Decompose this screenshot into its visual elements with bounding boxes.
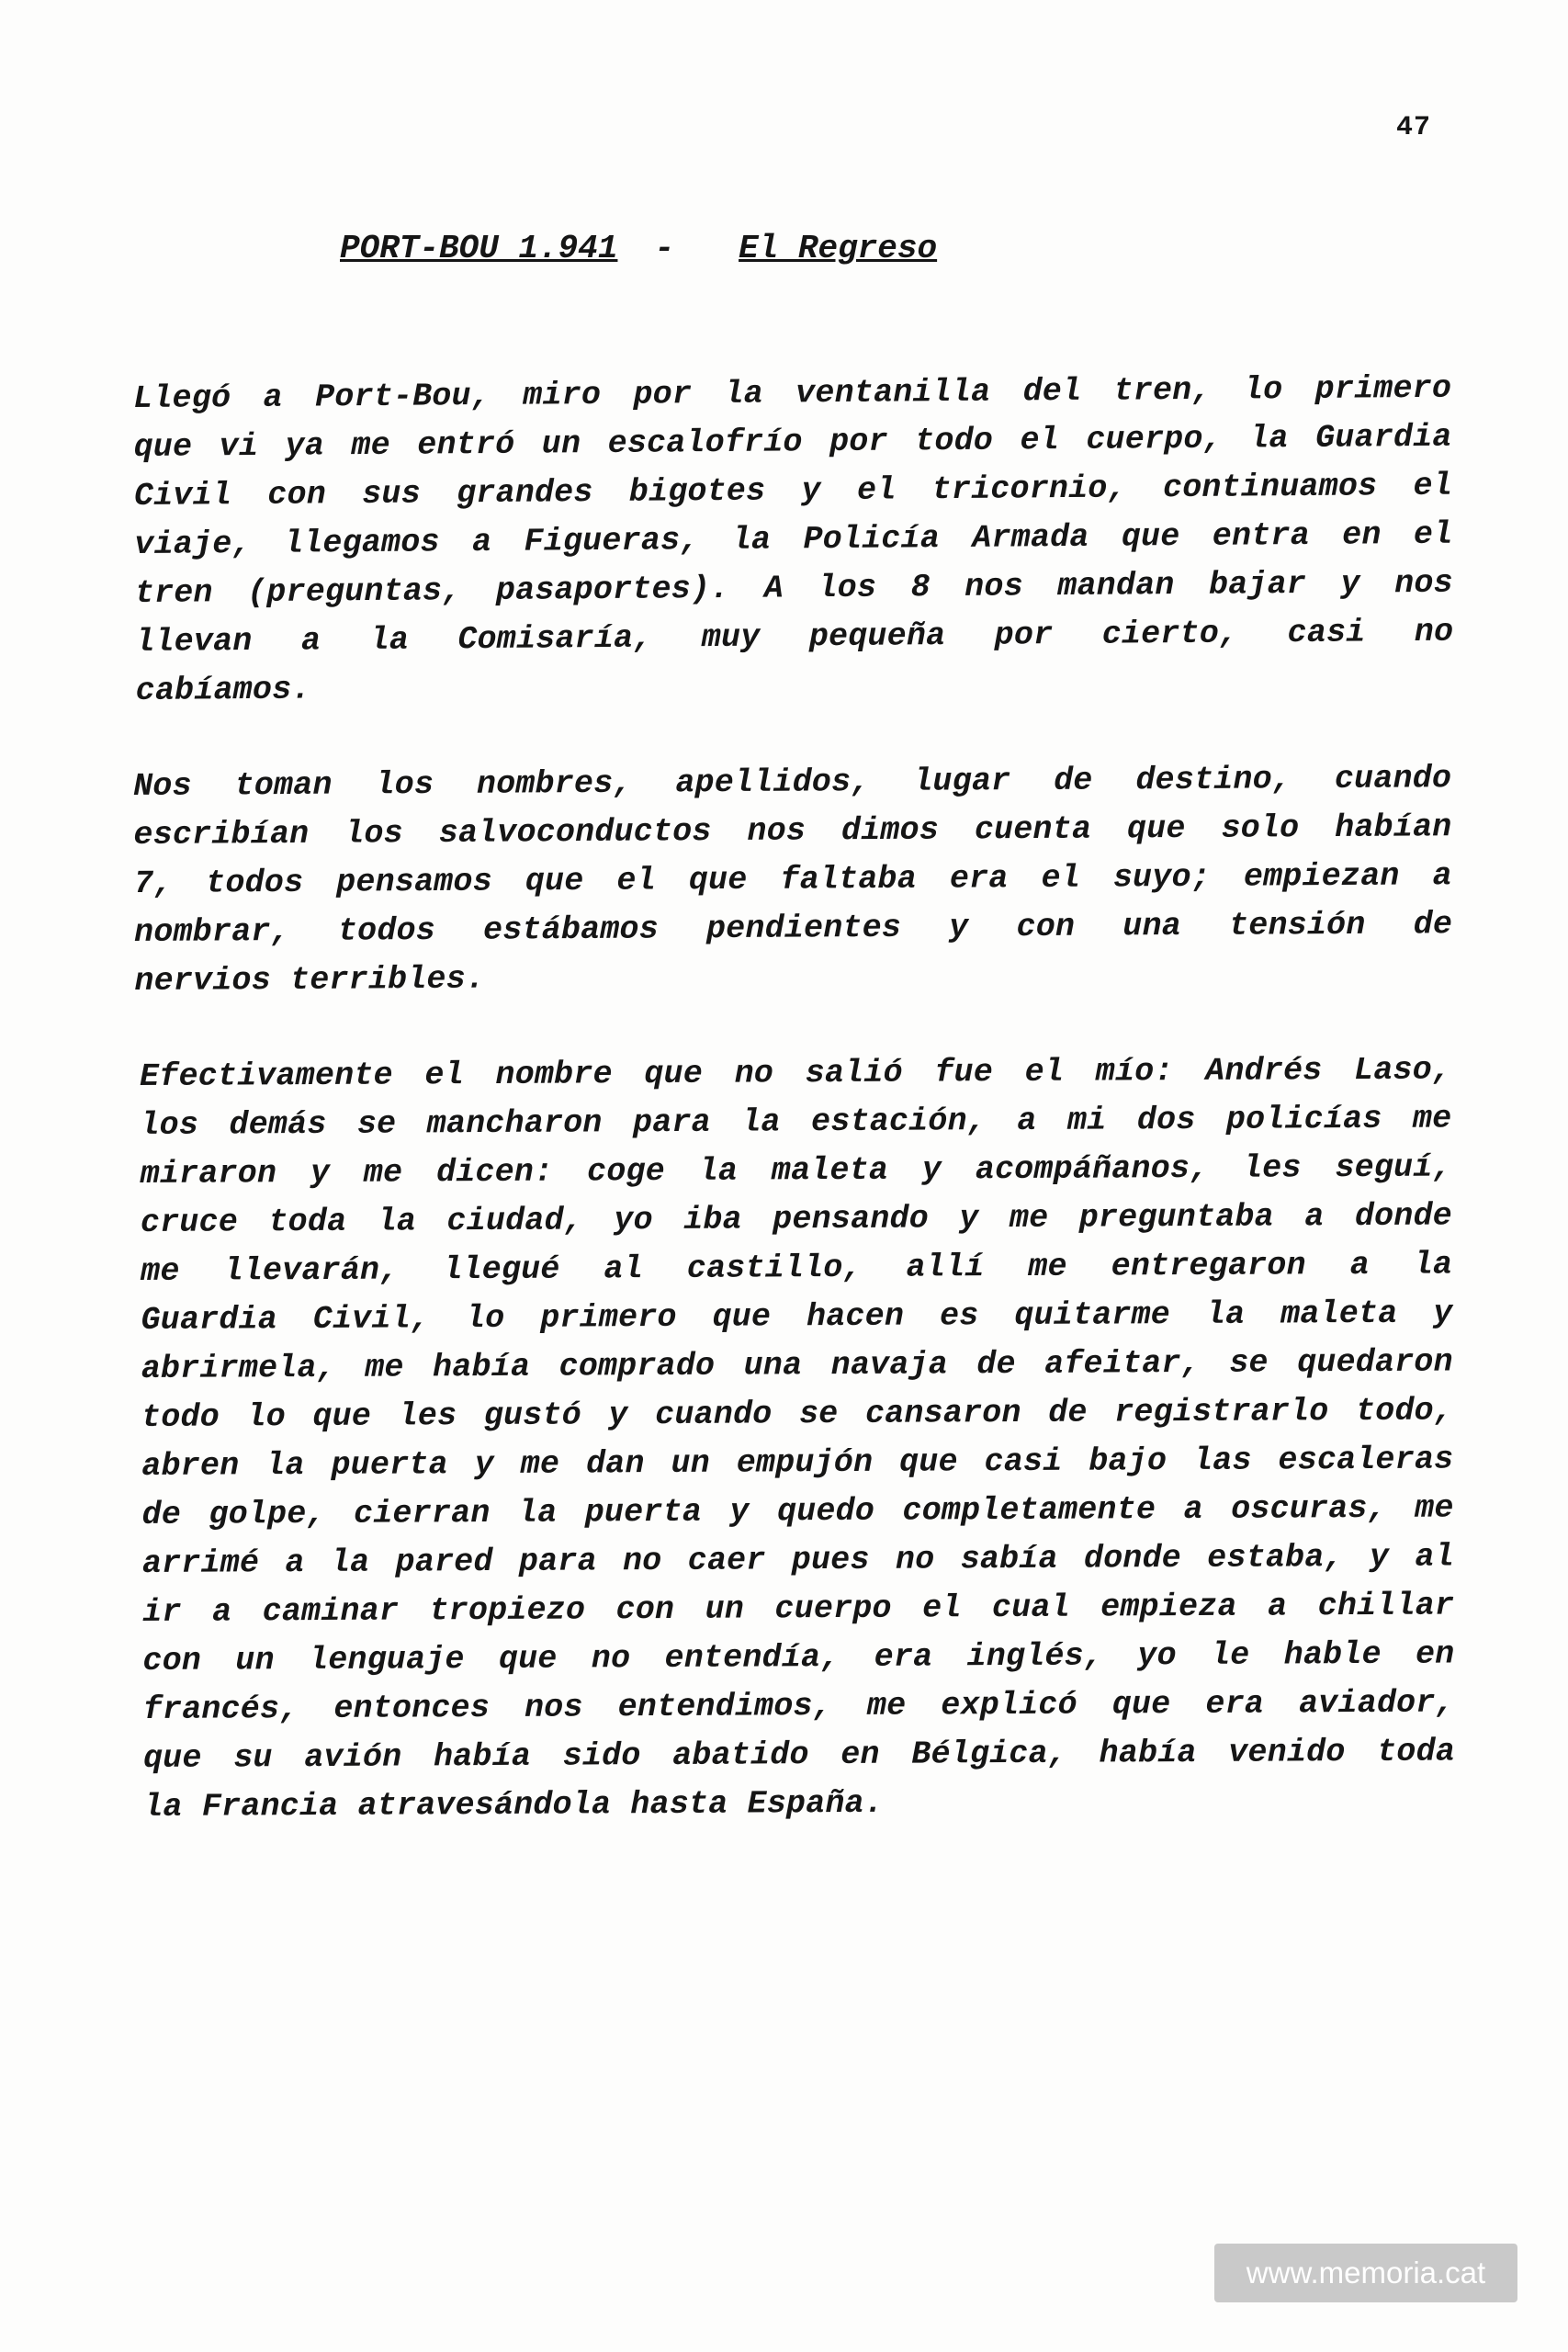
paragraph-line: Guardia Civil, lo primero que hacen es quitarme la maleta y [141, 1295, 1453, 1339]
paragraph-line: de golpe, cierran la puerta y quedo completamente a oscuras, me [141, 1489, 1454, 1533]
paragraph-line: Nos toman los nombres, apellidos, lugar de destino, cuando [133, 760, 1452, 805]
paragraph-line: abren la puerta y me dan un empujón que casi bajo las escaleras [141, 1441, 1454, 1485]
paragraph-line: me llevarán, llegué al castillo, allí me entregaron a la [141, 1246, 1453, 1290]
paragraph-line: nombrar, todos estábamos pendientes y con una tensión de [134, 906, 1453, 951]
paragraph-line: escribían los salvoconductos nos dimos cuenta que solo habían [133, 808, 1452, 854]
paragraph-line: Efectivamente el nombre que no salió fue el mío: Andrés Laso, [140, 1051, 1452, 1095]
paragraph-line: llevan a la Comisaría, muy pequeña por cierto, casi no [135, 613, 1454, 661]
paragraph-line: cabíamos. [135, 671, 311, 709]
paragraph-line: tren (preguntas, pasaportes). A los 8 nos mandan bajar y nos [134, 564, 1453, 612]
paragraph-line: abrirmela, me había comprado una navaja de afeitar, se quedaron [141, 1343, 1453, 1387]
paragraph-line: nervios terribles. [134, 960, 486, 1000]
paragraph-line: que su avión había sido abatido en Bélgica, había venido toda [142, 1733, 1456, 1777]
paragraph-line: ir a caminar tropiezo con un cuerpo el cual empieza a chillar [142, 1587, 1455, 1631]
paragraph-line: viaje, llegamos a Figueras, la Policía Armada que entra en el [134, 515, 1453, 563]
paragraph-line: los demás se mancharon para la estación, a mi dos policías me [140, 1100, 1452, 1144]
paragraph-line: cruce toda la ciudad, yo iba pensando y me preguntaba a donde [140, 1197, 1453, 1241]
paragraph-line: la Francia atravesándola hasta España. [143, 1784, 885, 1826]
paragraph-2 [133, 754, 1453, 1006]
paragraph-line: 7, todos pensamos que el que faltaba era el suyo; empiezan a [133, 857, 1452, 902]
page-number: 47 [1396, 112, 1432, 143]
heading-separator: - [654, 230, 675, 267]
paragraph-line: Llegó a Port-Bou, miro por la ventanilla del tren, lo primero [133, 369, 1452, 417]
paragraph-line: todo lo que les gustó y cuando se cansaron de registrarlo todo, [141, 1392, 1454, 1436]
heading-place-date: PORT-BOU 1.941 [340, 230, 618, 267]
paragraph-line: arrimé a la pared para no caer pues no sabía donde estaba, y al [141, 1538, 1454, 1582]
paragraph-line: que vi ya me entró un escalofrío por todo el cuerpo, la Guardia [133, 418, 1452, 466]
paragraph-line: miraron y me dicen: coge la maleta y acompáñanos, les seguí, [140, 1148, 1452, 1193]
watermark-badge: www.memoria.cat [1214, 2244, 1517, 2302]
section-heading [340, 230, 937, 267]
paragraph-line: con un lenguaje que no entendía, era inglés, yo le hable en [142, 1635, 1455, 1679]
heading-subtitle: El Regreso [739, 230, 938, 267]
paragraph-1 [133, 365, 1454, 716]
paragraph-line: francés, entonces nos entendimos, me explicó que era aviador, [142, 1684, 1455, 1728]
paragraph-line: Civil con sus grandes bigotes y el tricornio, continuamos el [133, 467, 1453, 514]
paragraph-3 [140, 1046, 1455, 1832]
